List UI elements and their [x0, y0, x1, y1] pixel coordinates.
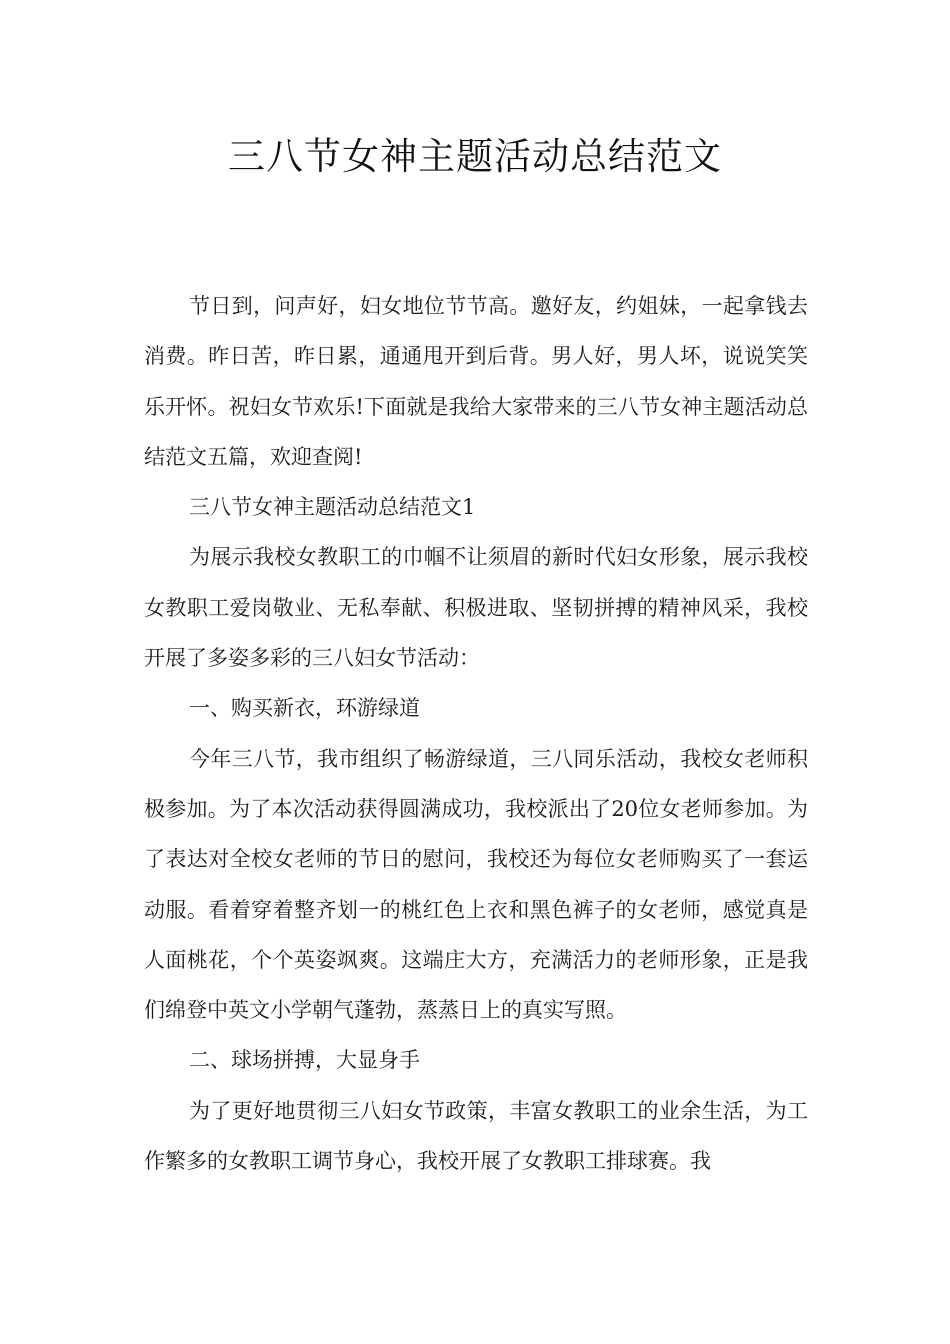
- section-heading: 三八节女神主题活动总结范文1: [189, 495, 476, 520]
- document-body: [144, 281, 808, 1186]
- intro-paragraph: 节日到，问声好，妇女地位节节高。邀好友，约姐妹，一起拿钱去消费。昨日苦，昨日累，通通甩开到后背。男人好，男人坏，说说笑笑乐开怀。祝妇女节欢乐!下面就是我给大家带来的三八节女神主题活动总结范文五篇，欢迎查阅!: [144, 294, 808, 469]
- document-title: 三八节女神主题活动总结范文: [228, 135, 722, 178]
- body-paragraph: 为展示我校女教职工的巾帼不让须眉的新时代妇女形象，展示我校女教职工爱岗敬业、无私奉献、积极进取、坚韧拼搏的精神风采，我校开展了多姿多彩的三八妇女节活动：: [144, 545, 808, 671]
- subsection-heading: 一、购买新衣，环游绿道: [189, 696, 420, 721]
- body-paragraph: 为了更好地贯彻三八妇女节政策，丰富女教职工的业余生活，为工作繁多的女教职工调节身心，我校开展了女教职工排球赛。我: [144, 1098, 808, 1174]
- body-paragraph: 今年三八节，我市组织了畅游绿道，三八同乐活动，我校女老师积极参加。为了本次活动获得圆满成功，我校派出了20位女老师参加。为了表达对全校女老师的节日的慰问，我校还为每位女老师购买了一套运动服。看着穿着整齐划一的桃红色上衣和黑色裤子的女老师，感觉真是人面桃花，个个英姿飒爽。这端庄大方，充满活力的老师形象，正是我们绵登中英文小学朝气蓬勃，蒸蒸日上的真实写照。: [144, 746, 808, 1023]
- subsection-heading: 二、球场拼搏，大显身手: [189, 1048, 420, 1073]
